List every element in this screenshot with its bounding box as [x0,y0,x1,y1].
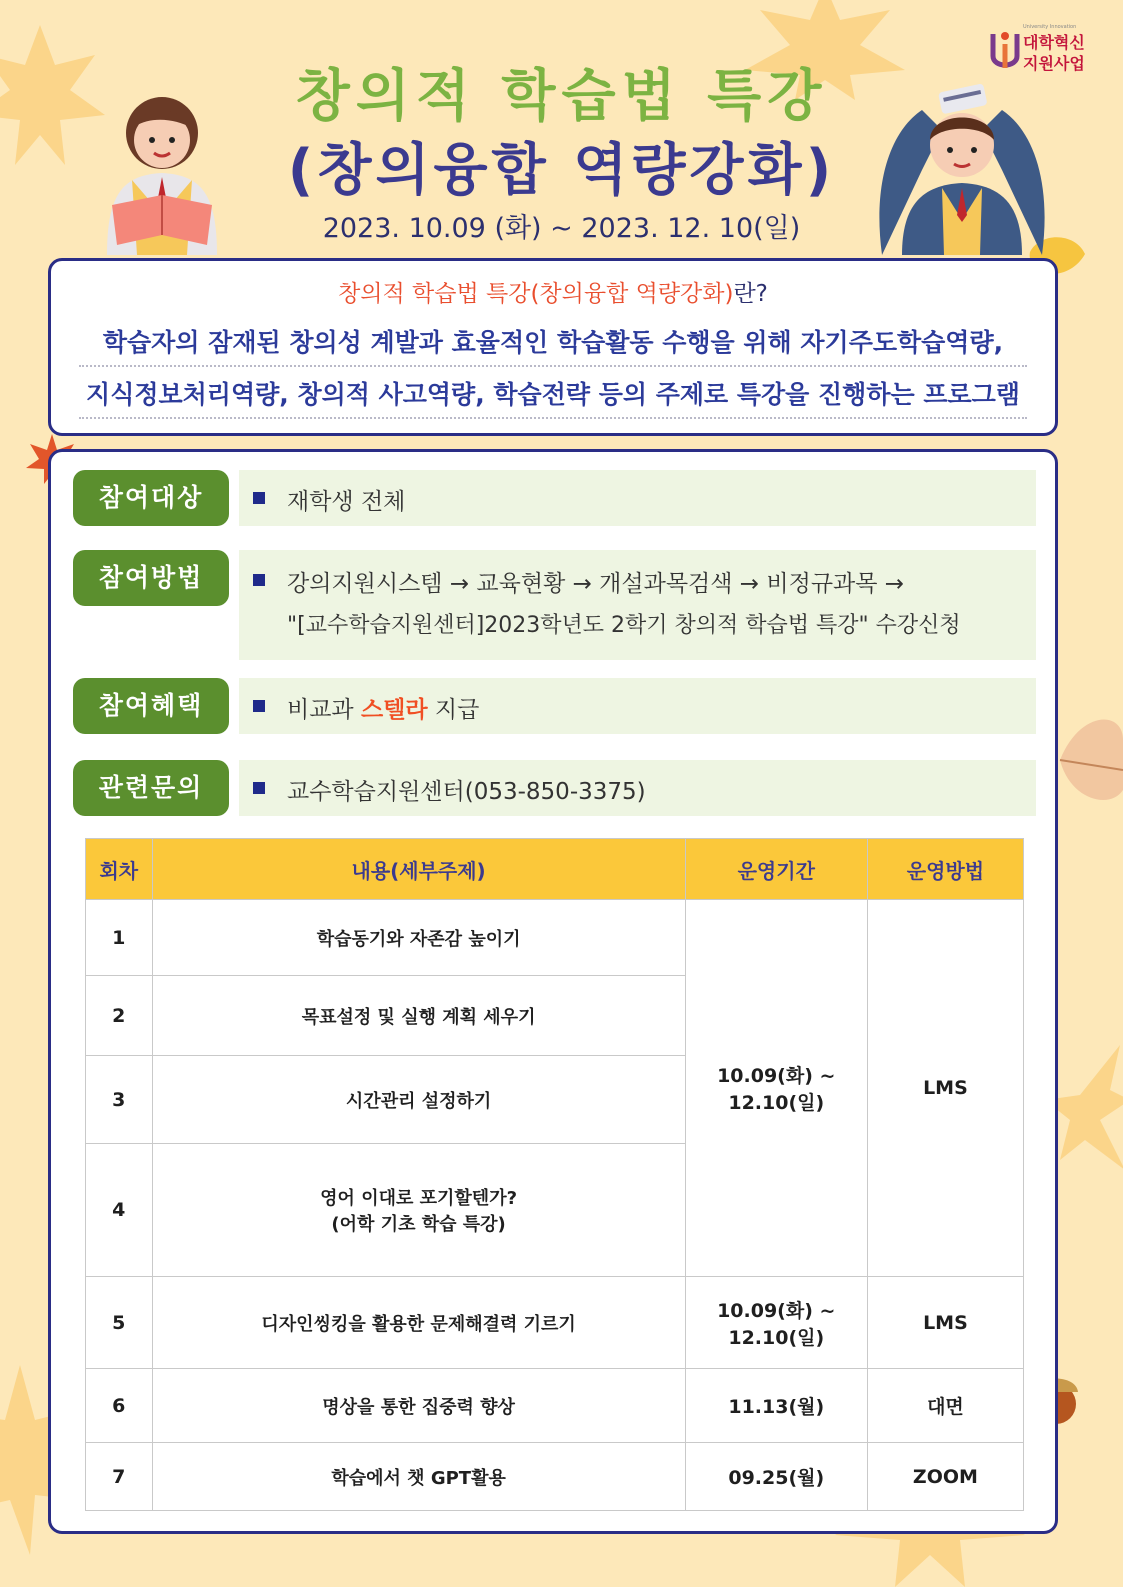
target-label: 참여대상 [73,470,229,526]
row-content-line1: 영어 이대로 포기할텐가? [320,1188,518,1209]
benefit-label: 참여혜택 [73,678,229,734]
dry-leaf-decoration [1050,700,1123,820]
logo-line1: 대학혁신 [1023,33,1085,52]
row-method-merged: LMS [867,900,1023,1277]
period-line2: 12.10(일) [728,1326,825,1349]
row-content: 학습동기와 자존감 높이기 [152,900,685,976]
program-period: 2023. 10.09 (화) ~ 2023. 12. 10(일) [322,213,801,244]
row-no: 6 [86,1369,153,1443]
row-content: 디자인씽킹을 활용한 문제해결력 기르기 [152,1277,685,1369]
table-row [86,900,1024,976]
row-period: 11.13(월) [685,1369,867,1443]
square-bullet-icon [253,492,265,504]
row-content: 명상을 통한 집중력 향상 [152,1369,685,1443]
table-row [86,1277,1024,1369]
page-title: 창의적 학습법 특강 [295,64,828,129]
header-period: 운영기간 [685,839,867,900]
row-content: 목표설정 및 실행 계획 세우기 [152,976,685,1056]
table-header-row [86,839,1024,900]
method-text-line2: "[교수학습지원센터]2023학년도 2학기 창의적 학습법 특강" 수강신청 [287,613,961,638]
benefit-box [239,678,1036,734]
row-method: ZOOM [867,1443,1023,1511]
benefit-post: 지급 [427,697,480,723]
row-content: 시간관리 설정하기 [152,1056,685,1144]
row-period-merged [685,900,867,1277]
row-content-line2: (어학 기초 학습 특강) [331,1214,506,1235]
intro-question-title: 창의적 학습법 특강(창의융합 역량강화) [338,281,734,307]
row-period: 09.25(월) [685,1443,867,1511]
schedule-table [85,838,1024,1511]
row-method: LMS [867,1277,1023,1369]
table-row [86,1369,1024,1443]
target-box [239,470,1036,526]
benefit-highlight: 스텔라 [360,697,428,723]
intro-box [48,258,1058,436]
row-no: 5 [86,1277,153,1369]
intro-description-line2: 지식정보처리역량, 창의적 사고역량, 학습전략 등의 주제로 특강을 진행하는 프로그램 [79,375,1027,419]
page-subtitle: (창의융합 역량강화) [287,138,836,203]
contact-label: 관련문의 [73,760,229,816]
header-method: 운영방법 [867,839,1023,900]
logo-tagline: University Innovation [1023,24,1077,30]
contact-text: 교수학습지원센터(053-850-3375) [287,779,646,805]
benefit-text [287,691,479,724]
row-no: 7 [86,1443,153,1511]
intro-description-line1: 학습자의 잠재된 창의성 계발과 효율적인 학습활동 수행을 위해 자기주도학습역량, [79,323,1027,367]
method-box [239,550,1036,660]
table-row [86,1443,1024,1511]
row-content [152,1144,685,1277]
row-period [685,1277,867,1369]
period-line2: 12.10(일) [728,1092,825,1114]
intro-question [51,275,1055,308]
square-bullet-icon [253,700,265,712]
target-text: 재학생 전체 [287,489,406,515]
square-bullet-icon [253,574,265,586]
contact-box [239,760,1036,816]
period-line1: 10.09(화) ~ [717,1299,836,1322]
square-bullet-icon [253,782,265,794]
method-label: 참여방법 [73,550,229,606]
row-no: 4 [86,1144,153,1277]
row-no: 2 [86,976,153,1056]
row-method: 대면 [867,1369,1023,1443]
method-text-line1: 강의지원시스템 → 교육현황 → 개설과목검색 → 비정규과목 → [287,571,905,597]
row-no: 3 [86,1056,153,1144]
header-no: 회차 [86,839,153,900]
header-content: 내용(세부주제) [152,839,685,900]
period-line1: 10.09(화) ~ [717,1065,836,1087]
logo-line2: 지원사업 [1023,54,1085,73]
intro-question-tail: 란? [733,281,768,307]
row-content: 학습에서 챗 GPT활용 [152,1443,685,1511]
row-no: 1 [86,900,153,976]
benefit-pre: 비교과 [287,697,361,723]
details-panel [48,449,1058,1534]
